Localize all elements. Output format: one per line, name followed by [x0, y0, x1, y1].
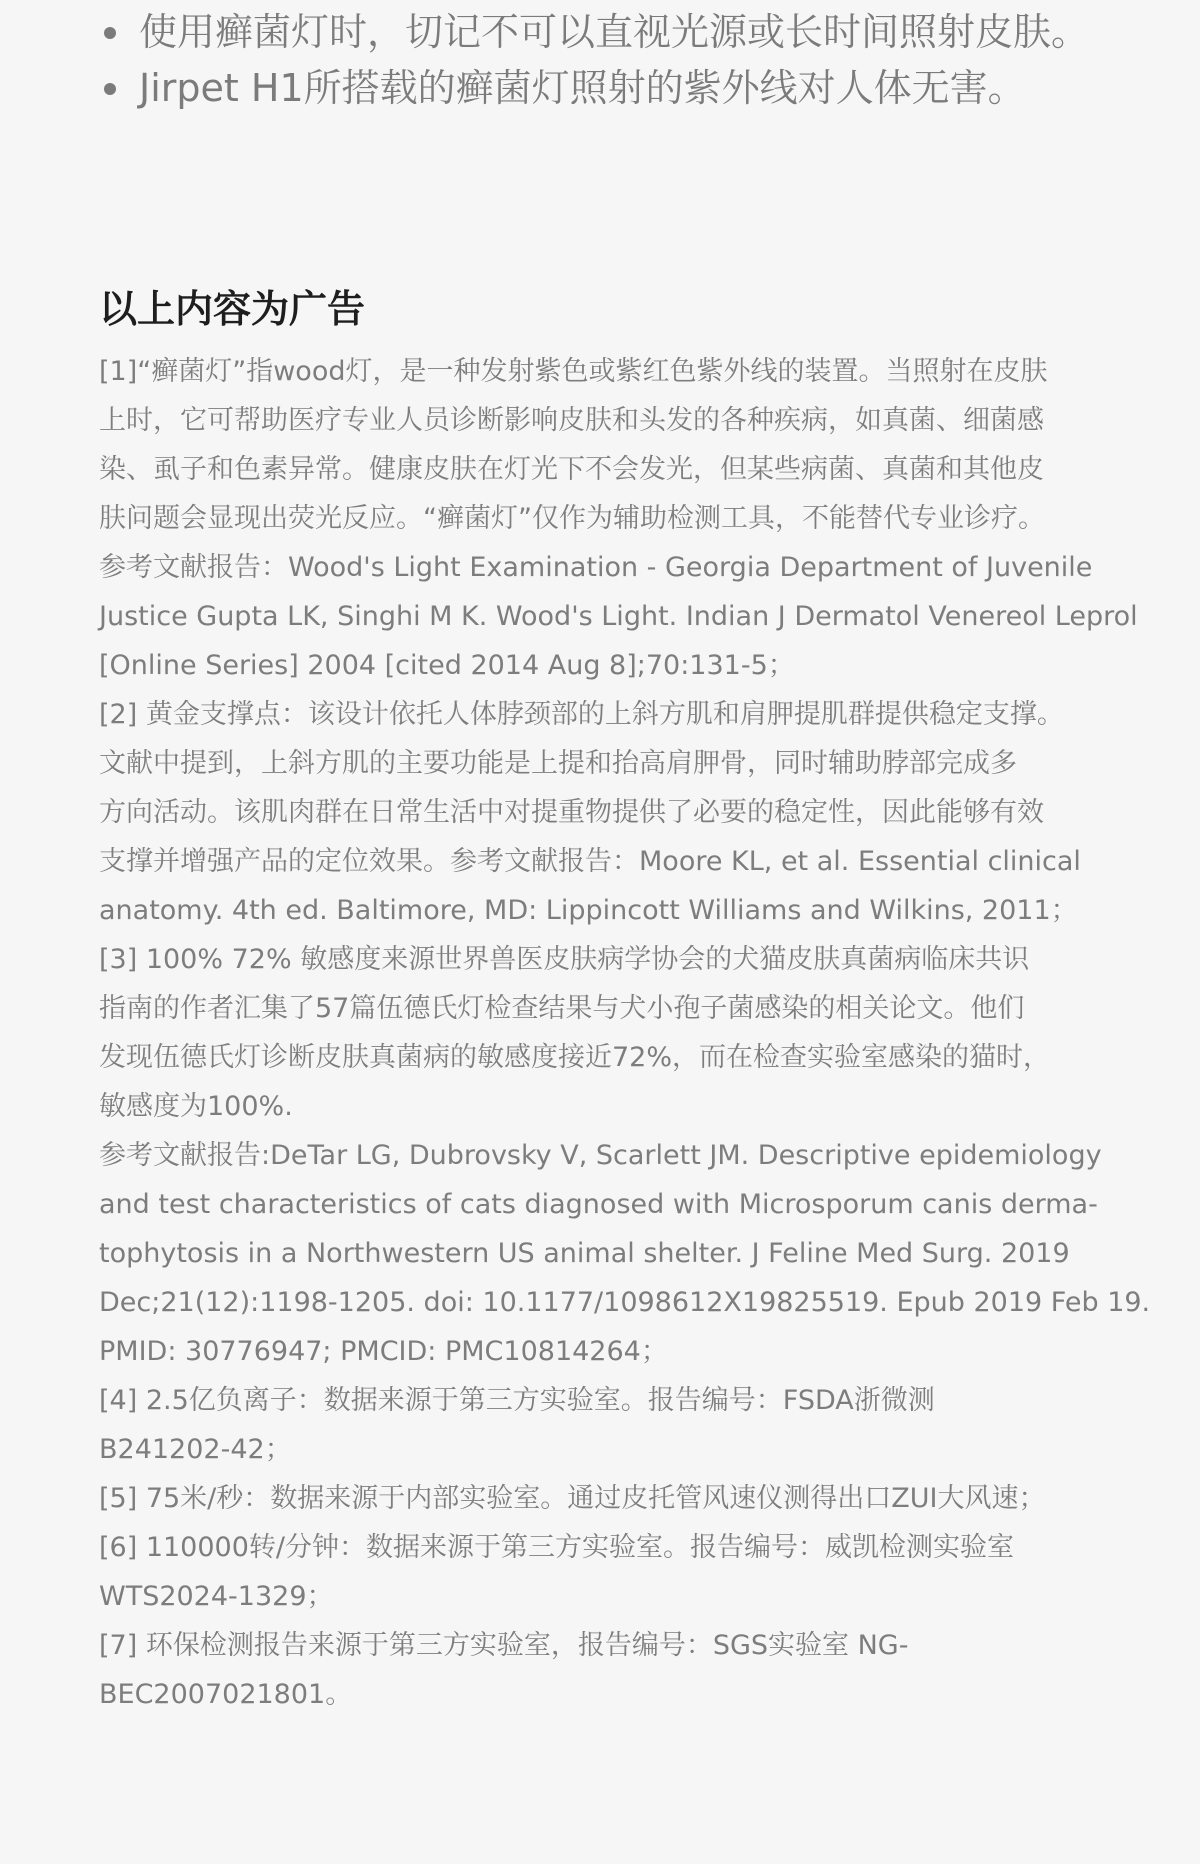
footnote-line: [5] 75米/秒：数据来源于内部实验室。通过皮托管风速仪测得出口ZUI大风速； — [99, 1483, 1046, 1514]
ad-notice-heading: 以上内容为广告 — [99, 287, 366, 331]
footnote-line: 发现伍德氏灯诊断皮肤真菌病的敏感度接近72%，而在检查实验室感染的猫时， — [99, 1042, 1051, 1073]
bullet-dot-icon — [104, 27, 116, 39]
footnote-line: BEC2007021801。 — [99, 1679, 353, 1710]
bullet-text: Jirpet H1所搭载的癣菌灯照射的紫外线对人体无害。 — [139, 66, 1026, 110]
footnote-line: [7] 环保检测报告来源于第三方实验室，报告编号：SGS实验室 NG- — [99, 1630, 909, 1661]
footnote-line: Justice Gupta LK, Singhi M K. Wood's Light. Indian J Dermatol Venereol Leprol — [99, 601, 1138, 632]
footnote-line: Dec;21(12):1198-1205. doi: 10.1177/1098612X19825519. Epub 2019 Feb 19. — [99, 1287, 1151, 1318]
footnote-line: [3] 100% 72% 敏感度来源世界兽医皮肤病学协会的犬猫皮肤真菌病临床共识 — [99, 944, 1030, 975]
safety-bullet-list — [100, 4, 1190, 116]
bullet-dot-icon — [104, 83, 116, 95]
footnote-line: PMID: 30776947; PMCID: PMC10814264； — [99, 1336, 668, 1367]
footnote-line: [6] 110000转/分钟：数据来源于第三方实验室。报告编号：威凯检测实验室 — [99, 1532, 1014, 1563]
footnote-line: anatomy. 4th ed. Baltimore, MD: Lippincott Williams and Wilkins, 2011； — [99, 895, 1078, 926]
bullet-item — [100, 60, 1190, 116]
footnote-line: [1]“癣菌灯”指wood灯，是一种发射紫色或紫红色紫外线的装置。当照射在皮肤 — [99, 356, 1048, 387]
footnote-line: 文献中提到，上斜方肌的主要功能是上提和抬高肩胛骨，同时辅助脖部完成多 — [99, 748, 1017, 779]
footnote-line: 上时，它可帮助医疗专业人员诊断影响皮肤和头发的各种疾病，如真菌、细菌感 — [99, 405, 1044, 436]
footnote-line: WTS2024-1329； — [99, 1581, 334, 1612]
footnote-line: [Online Series] 2004 [cited 2014 Aug 8];70:131-5； — [99, 650, 795, 681]
footnote-line: 支撑并增强产品的定位效果。参考文献报告：Moore KL, et al. Essential clinical — [99, 846, 1081, 877]
bullet-item — [100, 4, 1190, 60]
footnote-line: 参考文献报告：Wood's Light Examination - Georgia Department of Juvenile — [99, 552, 1093, 583]
footnote-line: [2] 黄金支撑点：该设计依托人体脖颈部的上斜方肌和肩胛提肌群提供稳定支撑。 — [99, 699, 1064, 730]
footnote-line: tophytosis in a Northwestern US animal shelter. J Feline Med Surg. 2019 — [99, 1238, 1070, 1269]
footnote-line: 参考文献报告:DeTar LG, Dubrovsky V, Scarlett JM. Descriptive epidemiology — [99, 1140, 1102, 1171]
footnote-line: 指南的作者汇集了57篇伍德氏灯检查结果与犬小孢子菌感染的相关论文。他们 — [99, 993, 1025, 1024]
footnote-line: 方向活动。该肌肉群在日常生活中对提重物提供了必要的稳定性，因此能够有效 — [99, 797, 1044, 828]
footnote-line: 肤问题会显现出荧光反应。“癣菌灯”仅作为辅助检测工具，不能替代专业诊疗。 — [99, 503, 1045, 534]
footnote-line: 敏感度为100%. — [99, 1091, 293, 1122]
bullet-text: 使用癣菌灯时，切记不可以直视光源或长时间照射皮肤。 — [139, 10, 1090, 54]
footnote-line: 染、虱子和色素异常。健康皮肤在灯光下不会发光，但某些病菌、真菌和其他皮 — [99, 454, 1044, 485]
footnote-line: [4] 2.5亿负离子：数据来源于第三方实验室。报告编号：FSDA浙微测 — [99, 1385, 935, 1416]
footnote-line: B241202-42； — [99, 1434, 292, 1465]
footnotes — [99, 347, 1151, 1719]
footnote-line: and test characteristics of cats diagnosed with Microsporum canis derma- — [99, 1189, 1098, 1220]
